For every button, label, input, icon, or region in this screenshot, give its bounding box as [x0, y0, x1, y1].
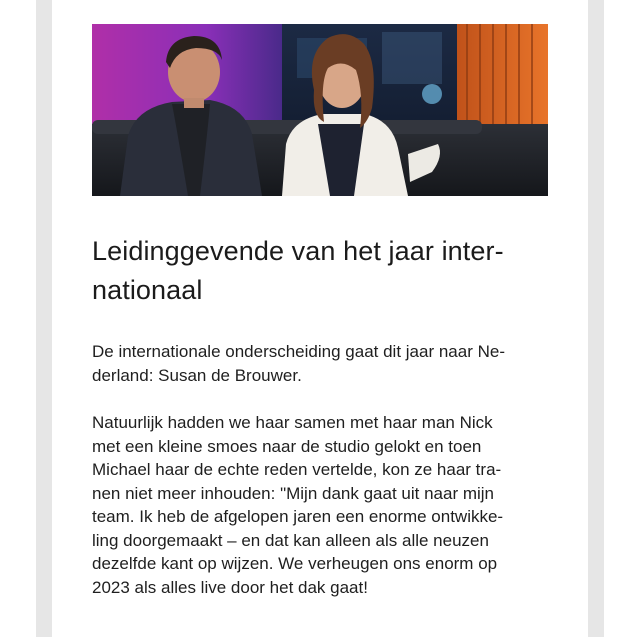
body-line: dezelfde kant op wijzen. We verheugen ons enorm op — [92, 554, 498, 573]
body-paragraph — [92, 411, 550, 599]
intro-line: De internationale onderscheiding gaat dit jaar naar Ne- — [92, 342, 505, 361]
headline-line: nationaal — [92, 275, 203, 305]
body-line: 2023 als alles live door het dak gaat! — [92, 577, 368, 597]
body-line: Natuurlijk hadden we haar samen met haar man Nick — [92, 413, 493, 432]
body-line: team. Ik heb de afgelopen jaren een enorme ontwikke- — [92, 507, 504, 526]
article — [92, 232, 550, 599]
intro-line: derland: Susan de Brouwer. — [92, 365, 302, 385]
body-line: Michael haar de echte reden vertelde, kon ze haar tra- — [92, 460, 502, 479]
article-headline — [92, 232, 550, 310]
left-page-border — [36, 0, 52, 637]
body-line: ling doorgemaakt – en dat kan alleen als alle neuzen — [92, 530, 489, 550]
photo-two-people-tv-studio-icon — [92, 24, 548, 196]
article-photo — [92, 24, 548, 196]
body-line: met een kleine smoes naar de studio gelokt en toen — [92, 436, 482, 456]
intro-paragraph — [92, 340, 550, 387]
body-line: nen niet meer inhouden: "Mijn dank gaat uit naar mijn — [92, 483, 494, 503]
headline-line: Leidinggevende van het jaar inter- — [92, 236, 504, 266]
right-page-border — [588, 0, 604, 637]
